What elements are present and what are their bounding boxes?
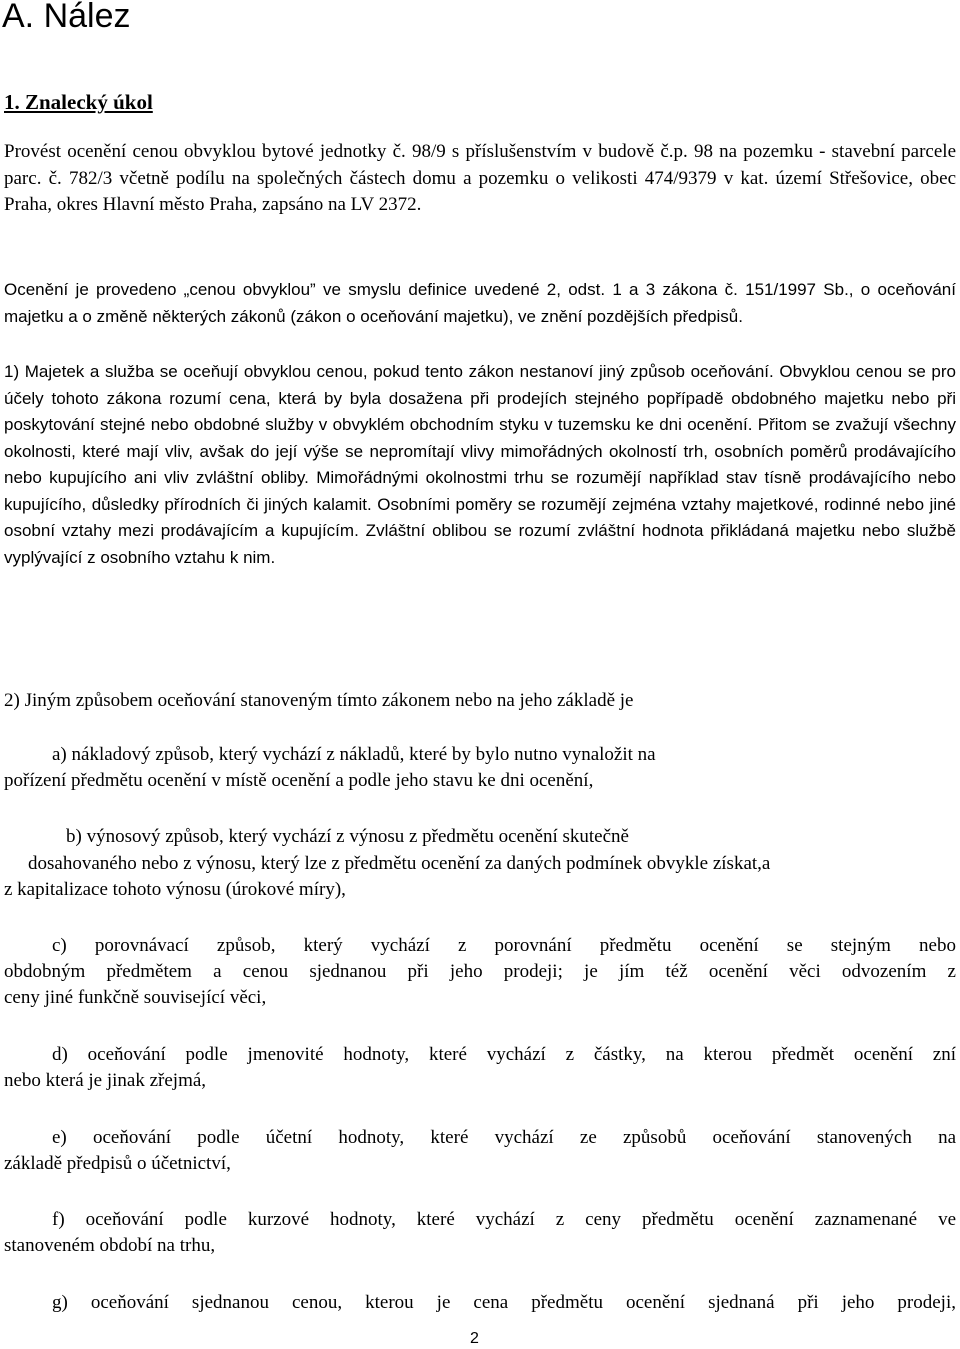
task-paragraph: Provést ocenění cenou obvyklou bytové jednotky č. 98/9 s příslušenstvím v budově č.p. 98 na pozemku - stavební parcele parc. č. 782/3 včetně podílu na společných částech domu a pozemku o velikosti 474/9379 v kat. území Střešovice, obec Praha, okres Hlavní město Praha, zapsáno na LV 2372.	[4, 141, 956, 215]
item-e-line-1: e) oceňování podle účetní hodnoty, které vychází ze způsobů oceňování stanovených na	[52, 1127, 956, 1148]
item-b-line-3: z kapitalizace tohoto výnosu (úrokové míry),	[4, 879, 346, 900]
item-b-line-2: dosahovaného nebo z výnosu, který lze z předmětu ocenění za daných podmínek obvykle získat,a	[28, 853, 771, 874]
item-a-line-2: pořízení předmětu ocenění v místě ocenění a podle jeho stavu ke dni ocenění,	[4, 770, 594, 791]
item-b-line-1: b) výnosový způsob, který vychází z výnosu z předmětu ocenění skutečně	[66, 826, 629, 847]
item-c-line-1: c) porovnávací způsob, který vychází z porovnání předmětu ocenění se stejným nebo	[52, 935, 956, 956]
item-a-line-1: a) nákladový způsob, který vychází z nákladů, které by bylo nutno vynaložit na	[52, 744, 656, 765]
item-c-line-3: ceny jiné funkčně související věci,	[4, 987, 267, 1008]
task-title: 1. Znalecký úkol	[4, 90, 153, 114]
item-d-line-1: d) oceňování podle jmenovité hodnoty, které vychází z částky, na kterou předmět ocenění zní	[52, 1044, 956, 1065]
item-d-line-2: nebo která je jinak zřejmá,	[4, 1070, 207, 1091]
other-methods-paragraph: 2) Jiným způsobem oceňování stanoveným tímto zákonem nebo na jeho základě je	[4, 690, 634, 711]
item-f-line-2: stanoveném období na trhu,	[4, 1235, 216, 1256]
item-c-line-2: obdobným předmětem a cenou sjednanou při jeho prodeji; je jím též ocenění věci odvozením z	[4, 961, 956, 982]
section-heading: A. Nález	[2, 0, 131, 35]
valuation-intro-paragraph: Ocenění je provedeno „cenou obvyklou” ve smyslu definice uvedené 2, odst. 1 a 3 zákona č. 151/1997 Sb., o oceňování majetku a o změně některých zákonů (zákon o oceňování majetku), ve znění pozdějších předpisů.	[4, 280, 956, 326]
item-f-line-1: f) oceňování podle kurzové hodnoty, které vychází z ceny předmětu ocenění zaznamenané ve	[52, 1209, 956, 1230]
market-price-paragraph: 1) Majetek a služba se oceňují obvyklou cenou, pokud tento zákon nestanoví jiný způsob oceňování. Obvyklou cenou se pro účely tohoto zákona rozumí cena, která by byla dosažena při prodejích stejného popřípadě obdobného majetku nebo při poskytování stejné nebo obdobné služby v obvyklém obchodním styku v tuzemsku ke dni ocenění. Přitom se zvažují všechny okolnosti, které mají vliv, avšak do její výše se nepromítají vlivy mimořádných okolností trh, osobních poměrů prodávajícího nebo kupujícího ani vliv zvláštní obliby. Mimořádnými okolnostmi trhu se rozumějí například stav tísně prodávajícího nebo kupujícího, důsledky přírodních či jiných kalamit. Osobními poměry se rozumějí zejména vztahy majetkové, rodinné nebo jiné osobní vztahy mezi prodávajícím a kupujícím. Zvláštní oblibou se rozumí zvláštní hodnota přikládaná majetku nebo službě vyplývající z osobního vztahu k nim.	[4, 362, 956, 567]
item-g-line-1: g) oceňování sjednanou cenou, kterou je cena předmětu ocenění sjednaná při jeho prodeji,	[52, 1292, 956, 1313]
item-e-line-2: základě předpisů o účetnictví,	[4, 1153, 231, 1174]
page-number: 2	[470, 1330, 479, 1347]
